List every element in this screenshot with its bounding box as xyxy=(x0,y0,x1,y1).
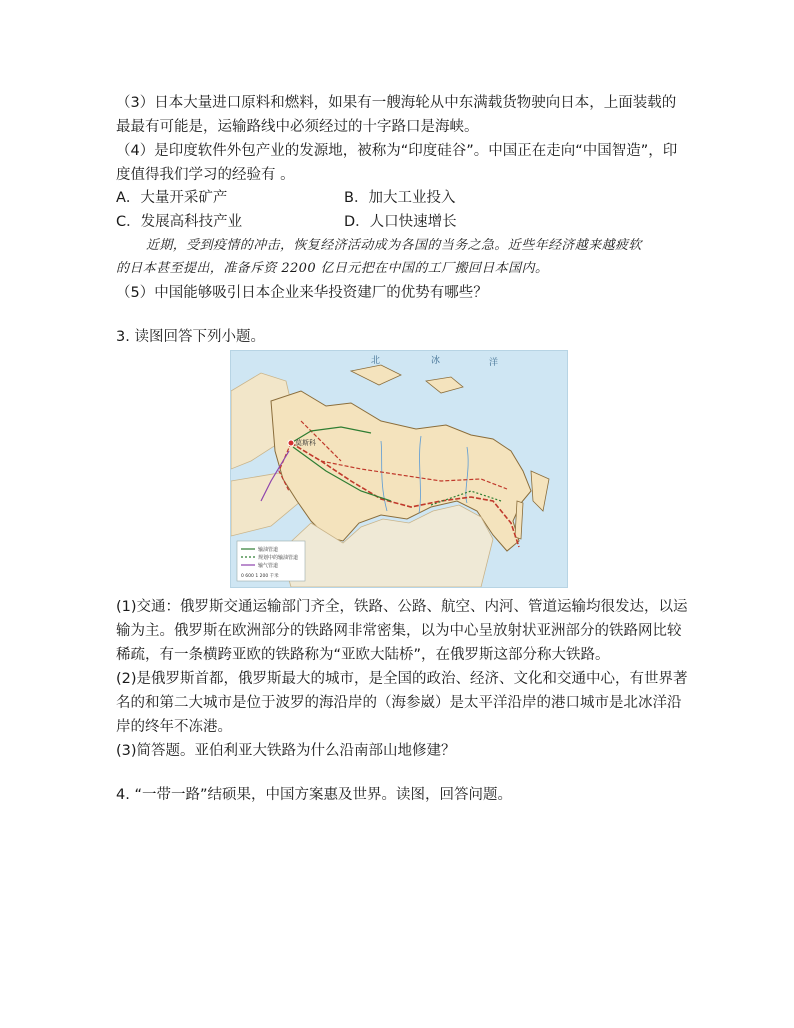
legend-scale-label: 0 600 1 200 千米 xyxy=(241,574,279,579)
ocean-label-1: 北 xyxy=(371,356,381,366)
q3-title: 3. 读图回答下列小题。 xyxy=(116,329,265,345)
legend-oil-label: 输油管道 xyxy=(258,547,279,553)
ocean-label-3: 洋 xyxy=(489,358,499,368)
q3-sub2-line1: (2)是俄罗斯首都，俄罗斯最大的城市，是全国的政治、经济、文化和交通中心，有世界著 xyxy=(116,671,688,687)
q2-sub3-line2: 最最有可能是，运输路线中必须经过的十字路口是海峡。 xyxy=(116,119,479,135)
material-line2: 的日本甚至提出，准备斥资 2200 亿日元把在中国的工厂搬回日本国内。 xyxy=(116,261,549,276)
russia-transport-map xyxy=(230,350,568,588)
q3-sub1-line3: 稀疏，有一条横跨亚欧的铁路称为“亚欧大陆桥”，在俄罗斯这部分称大铁路。 xyxy=(116,647,610,663)
q3-sub2-line3: 岸的终年不冻港。 xyxy=(116,719,232,735)
option-c[interactable]: C．发展高科技产业 xyxy=(116,214,243,230)
ocean-label-2: 冰 xyxy=(431,356,441,366)
option-b[interactable]: B．加大工业投入 xyxy=(344,190,456,206)
map-svg xyxy=(231,351,567,587)
material-line1: 近期，受到疫情的冲击，恢复经济活动成为各国的当务之急。近些年经济越来越疲软 xyxy=(146,238,642,253)
option-d[interactable]: D．人口快速增长 xyxy=(344,214,457,230)
q3-sub1-line1: (1)交通：俄罗斯交通运输部门齐全，铁路、公路、航空、内河、管道运输均很发达，以运 xyxy=(116,599,688,615)
moscow-label: 莫斯科 xyxy=(295,439,316,447)
legend-planned-label: 规划中的输油管道 xyxy=(258,555,299,561)
q3-sub3: (3)简答题。亚伯利亚大铁路为什么沿南部山地修建？ xyxy=(116,743,456,759)
q2-sub4-line2: 度值得我们学习的经验有 。 xyxy=(116,167,295,183)
option-a[interactable]: A．大量开采矿产 xyxy=(116,190,228,206)
q2-sub3-line1: （3）日本大量进口原料和燃料，如果有一艘海轮从中东满载货物驶向日本，上面装载的 xyxy=(116,95,677,111)
q3-sub1-line2: 输为主。俄罗斯在欧洲部分的铁路网非常密集，以为中心呈放射状亚洲部分的铁路网比较 xyxy=(116,623,682,639)
q2-sub5: （5）中国能够吸引日本企业来华投资建厂的优势有哪些？ xyxy=(116,285,488,301)
q3-sub2-line2: 名的和第二大城市是位于波罗的海沿岸的（海参崴）是太平洋沿岸的港口城市是北冰洋沿 xyxy=(116,695,682,711)
arctic-island-1 xyxy=(351,365,401,385)
q2-sub4-line1: （4）是印度软件外包产业的发源地，被称为“印度硅谷”。中国正在走向“中国智造”，印 xyxy=(116,143,678,159)
arctic-island-2 xyxy=(426,377,463,393)
q4-title: 4. “一带一路”结硕果，中国方案惠及世界。读图，回答问题。 xyxy=(116,787,512,803)
kamchatka xyxy=(531,471,549,511)
legend-gas-label: 输气管道 xyxy=(258,563,279,569)
moscow-marker xyxy=(288,440,294,446)
